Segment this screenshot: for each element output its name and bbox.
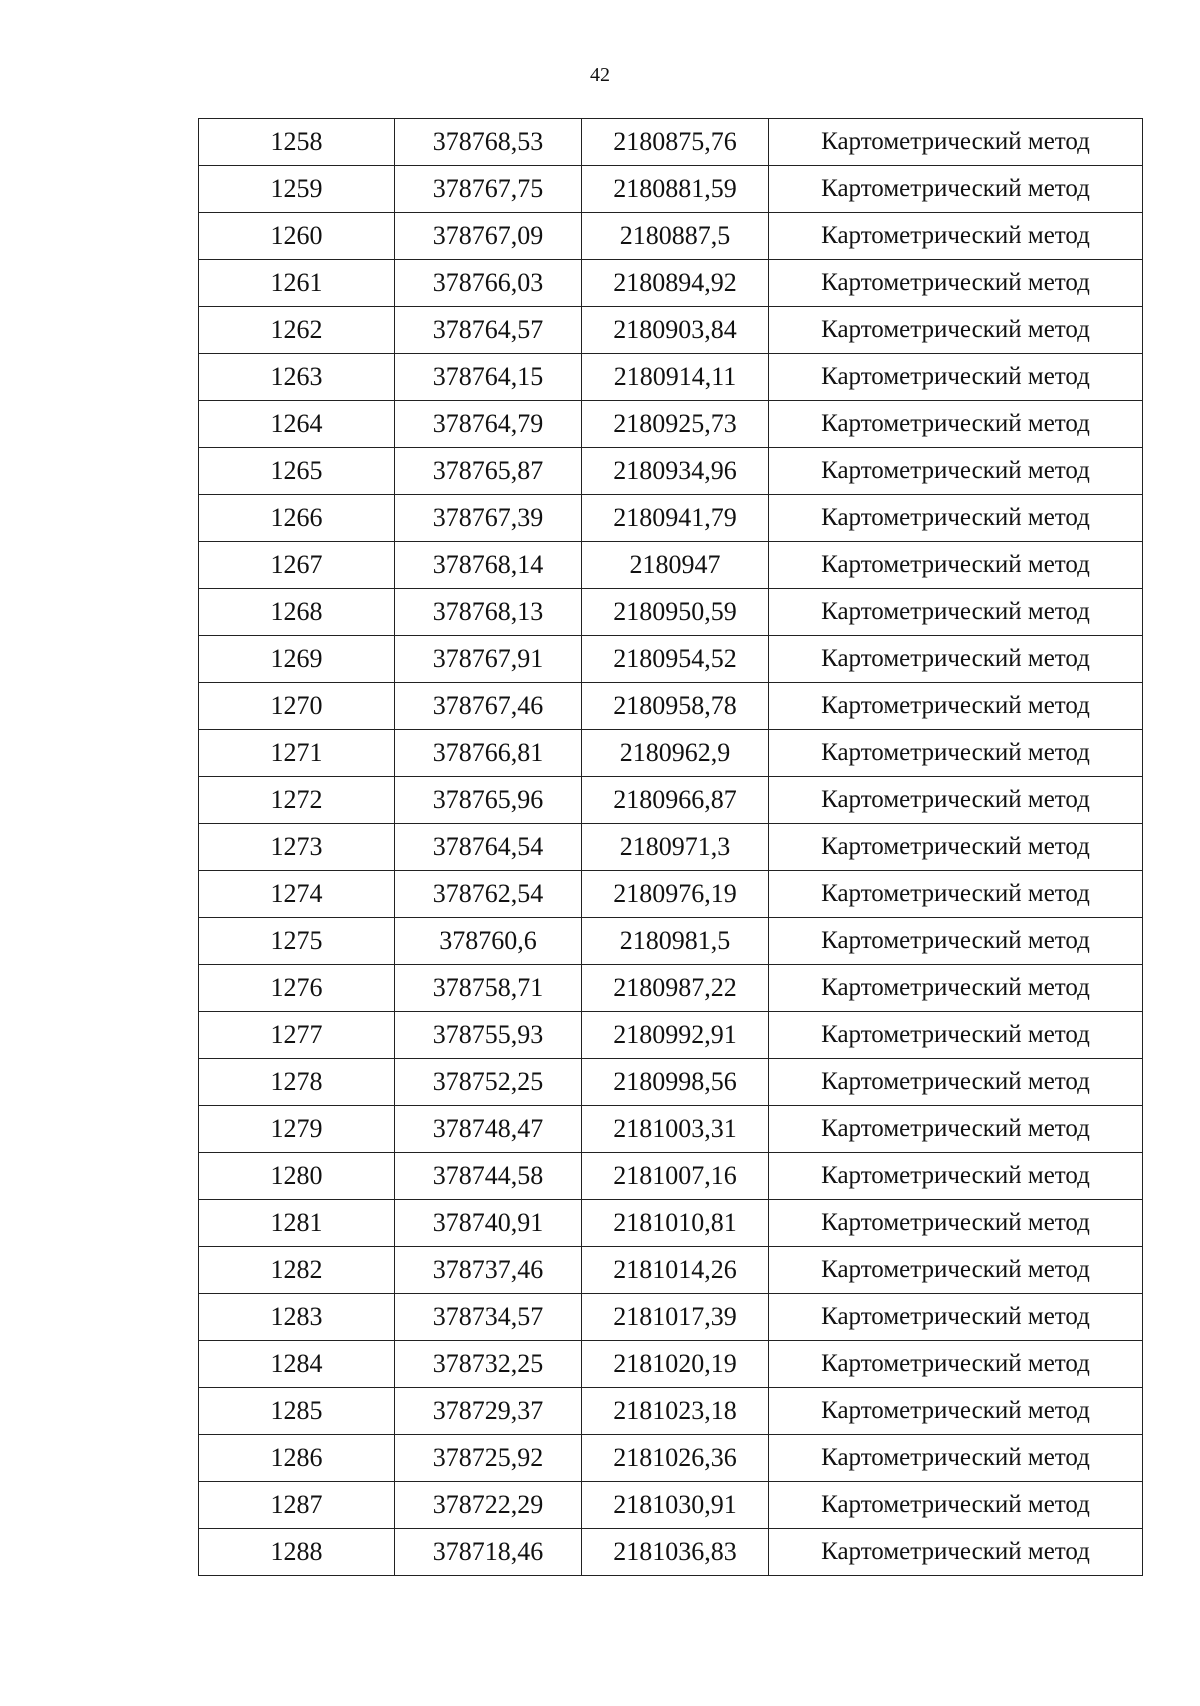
method-cell: Картометрический метод xyxy=(769,683,1143,730)
method-cell: Картометрический метод xyxy=(769,1106,1143,1153)
y-coordinate-cell: 2181020,19 xyxy=(582,1341,769,1388)
method-cell: Картометрический метод xyxy=(769,1247,1143,1294)
y-coordinate-cell: 2180894,92 xyxy=(582,260,769,307)
coordinates-table-body xyxy=(199,119,1143,1576)
table-row xyxy=(199,636,1143,683)
point-number-cell: 1276 xyxy=(199,965,395,1012)
x-coordinate-cell: 378767,39 xyxy=(395,495,582,542)
x-coordinate-cell: 378729,37 xyxy=(395,1388,582,1435)
method-cell: Картометрический метод xyxy=(769,1529,1143,1576)
y-coordinate-cell: 2180941,79 xyxy=(582,495,769,542)
table-row xyxy=(199,1106,1143,1153)
point-number-cell: 1274 xyxy=(199,871,395,918)
method-cell: Картометрический метод xyxy=(769,354,1143,401)
x-coordinate-cell: 378766,81 xyxy=(395,730,582,777)
coordinates-table xyxy=(198,118,1143,1576)
point-number-cell: 1262 xyxy=(199,307,395,354)
point-number-cell: 1284 xyxy=(199,1341,395,1388)
method-cell: Картометрический метод xyxy=(769,1341,1143,1388)
point-number-cell: 1263 xyxy=(199,354,395,401)
y-coordinate-cell: 2180992,91 xyxy=(582,1012,769,1059)
method-cell: Картометрический метод xyxy=(769,730,1143,777)
x-coordinate-cell: 378752,25 xyxy=(395,1059,582,1106)
point-number-cell: 1264 xyxy=(199,401,395,448)
method-cell: Картометрический метод xyxy=(769,589,1143,636)
table-row xyxy=(199,260,1143,307)
table-row xyxy=(199,401,1143,448)
table-row xyxy=(199,1012,1143,1059)
point-number-cell: 1281 xyxy=(199,1200,395,1247)
y-coordinate-cell: 2180914,11 xyxy=(582,354,769,401)
x-coordinate-cell: 378748,47 xyxy=(395,1106,582,1153)
method-cell: Картометрический метод xyxy=(769,1153,1143,1200)
table-row xyxy=(199,1059,1143,1106)
method-cell: Картометрический метод xyxy=(769,401,1143,448)
point-number-cell: 1266 xyxy=(199,495,395,542)
method-cell: Картометрический метод xyxy=(769,495,1143,542)
x-coordinate-cell: 378767,91 xyxy=(395,636,582,683)
x-coordinate-cell: 378755,93 xyxy=(395,1012,582,1059)
table-row xyxy=(199,1435,1143,1482)
point-number-cell: 1271 xyxy=(199,730,395,777)
table-row xyxy=(199,542,1143,589)
method-cell: Картометрический метод xyxy=(769,1012,1143,1059)
table-row xyxy=(199,918,1143,965)
x-coordinate-cell: 378768,14 xyxy=(395,542,582,589)
x-coordinate-cell: 378767,09 xyxy=(395,213,582,260)
point-number-cell: 1285 xyxy=(199,1388,395,1435)
table-row xyxy=(199,495,1143,542)
point-number-cell: 1275 xyxy=(199,918,395,965)
y-coordinate-cell: 2180981,5 xyxy=(582,918,769,965)
table-row xyxy=(199,871,1143,918)
x-coordinate-cell: 378765,96 xyxy=(395,777,582,824)
point-number-cell: 1282 xyxy=(199,1247,395,1294)
method-cell: Картометрический метод xyxy=(769,307,1143,354)
point-number-cell: 1258 xyxy=(199,119,395,166)
x-coordinate-cell: 378765,87 xyxy=(395,448,582,495)
x-coordinate-cell: 378737,46 xyxy=(395,1247,582,1294)
table-row xyxy=(199,683,1143,730)
method-cell: Картометрический метод xyxy=(769,1059,1143,1106)
point-number-cell: 1265 xyxy=(199,448,395,495)
method-cell: Картометрический метод xyxy=(769,1200,1143,1247)
y-coordinate-cell: 2180962,9 xyxy=(582,730,769,777)
page-number: 42 xyxy=(590,64,610,86)
x-coordinate-cell: 378764,15 xyxy=(395,354,582,401)
y-coordinate-cell: 2181017,39 xyxy=(582,1294,769,1341)
y-coordinate-cell: 2180934,96 xyxy=(582,448,769,495)
y-coordinate-cell: 2180903,84 xyxy=(582,307,769,354)
y-coordinate-cell: 2181014,26 xyxy=(582,1247,769,1294)
point-number-cell: 1267 xyxy=(199,542,395,589)
table-row xyxy=(199,307,1143,354)
point-number-cell: 1283 xyxy=(199,1294,395,1341)
table-row xyxy=(199,1529,1143,1576)
point-number-cell: 1261 xyxy=(199,260,395,307)
y-coordinate-cell: 2180998,56 xyxy=(582,1059,769,1106)
method-cell: Картометрический метод xyxy=(769,918,1143,965)
table-row xyxy=(199,1482,1143,1529)
y-coordinate-cell: 2180925,73 xyxy=(582,401,769,448)
y-coordinate-cell: 2180971,3 xyxy=(582,824,769,871)
y-coordinate-cell: 2181036,83 xyxy=(582,1529,769,1576)
x-coordinate-cell: 378740,91 xyxy=(395,1200,582,1247)
table-row xyxy=(199,354,1143,401)
y-coordinate-cell: 2180976,19 xyxy=(582,871,769,918)
method-cell: Картометрический метод xyxy=(769,213,1143,260)
y-coordinate-cell: 2180987,22 xyxy=(582,965,769,1012)
method-cell: Картометрический метод xyxy=(769,260,1143,307)
x-coordinate-cell: 378722,29 xyxy=(395,1482,582,1529)
table-row xyxy=(199,1153,1143,1200)
table-row xyxy=(199,965,1143,1012)
point-number-cell: 1272 xyxy=(199,777,395,824)
method-cell: Картометрический метод xyxy=(769,1482,1143,1529)
method-cell: Картометрический метод xyxy=(769,965,1143,1012)
x-coordinate-cell: 378764,57 xyxy=(395,307,582,354)
y-coordinate-cell: 2181010,81 xyxy=(582,1200,769,1247)
table-row xyxy=(199,1341,1143,1388)
method-cell: Картометрический метод xyxy=(769,777,1143,824)
y-coordinate-cell: 2181003,31 xyxy=(582,1106,769,1153)
y-coordinate-cell: 2180954,52 xyxy=(582,636,769,683)
y-coordinate-cell: 2181007,16 xyxy=(582,1153,769,1200)
method-cell: Картометрический метод xyxy=(769,1388,1143,1435)
method-cell: Картометрический метод xyxy=(769,824,1143,871)
table-row xyxy=(199,448,1143,495)
y-coordinate-cell: 2181026,36 xyxy=(582,1435,769,1482)
point-number-cell: 1260 xyxy=(199,213,395,260)
x-coordinate-cell: 378734,57 xyxy=(395,1294,582,1341)
x-coordinate-cell: 378732,25 xyxy=(395,1341,582,1388)
x-coordinate-cell: 378768,13 xyxy=(395,589,582,636)
table-row xyxy=(199,1294,1143,1341)
point-number-cell: 1268 xyxy=(199,589,395,636)
table-row xyxy=(199,730,1143,777)
table-row xyxy=(199,1388,1143,1435)
x-coordinate-cell: 378725,92 xyxy=(395,1435,582,1482)
point-number-cell: 1259 xyxy=(199,166,395,213)
table-row xyxy=(199,589,1143,636)
method-cell: Картометрический метод xyxy=(769,636,1143,683)
x-coordinate-cell: 378767,75 xyxy=(395,166,582,213)
table-row xyxy=(199,166,1143,213)
point-number-cell: 1270 xyxy=(199,683,395,730)
point-number-cell: 1279 xyxy=(199,1106,395,1153)
method-cell: Картометрический метод xyxy=(769,448,1143,495)
method-cell: Картометрический метод xyxy=(769,166,1143,213)
table-row xyxy=(199,1247,1143,1294)
point-number-cell: 1288 xyxy=(199,1529,395,1576)
x-coordinate-cell: 378758,71 xyxy=(395,965,582,1012)
y-coordinate-cell: 2180875,76 xyxy=(582,119,769,166)
x-coordinate-cell: 378768,53 xyxy=(395,119,582,166)
x-coordinate-cell: 378764,54 xyxy=(395,824,582,871)
x-coordinate-cell: 378767,46 xyxy=(395,683,582,730)
x-coordinate-cell: 378744,58 xyxy=(395,1153,582,1200)
point-number-cell: 1277 xyxy=(199,1012,395,1059)
x-coordinate-cell: 378764,79 xyxy=(395,401,582,448)
point-number-cell: 1286 xyxy=(199,1435,395,1482)
method-cell: Картометрический метод xyxy=(769,119,1143,166)
table-row xyxy=(199,213,1143,260)
point-number-cell: 1278 xyxy=(199,1059,395,1106)
method-cell: Картометрический метод xyxy=(769,1294,1143,1341)
y-coordinate-cell: 2181030,91 xyxy=(582,1482,769,1529)
y-coordinate-cell: 2180950,59 xyxy=(582,589,769,636)
table-row xyxy=(199,1200,1143,1247)
x-coordinate-cell: 378766,03 xyxy=(395,260,582,307)
table-row xyxy=(199,824,1143,871)
x-coordinate-cell: 378760,6 xyxy=(395,918,582,965)
table-row xyxy=(199,119,1143,166)
point-number-cell: 1287 xyxy=(199,1482,395,1529)
point-number-cell: 1273 xyxy=(199,824,395,871)
table-row xyxy=(199,777,1143,824)
y-coordinate-cell: 2180947 xyxy=(582,542,769,589)
y-coordinate-cell: 2180887,5 xyxy=(582,213,769,260)
y-coordinate-cell: 2180881,59 xyxy=(582,166,769,213)
x-coordinate-cell: 378718,46 xyxy=(395,1529,582,1576)
y-coordinate-cell: 2181023,18 xyxy=(582,1388,769,1435)
method-cell: Картометрический метод xyxy=(769,542,1143,589)
y-coordinate-cell: 2180958,78 xyxy=(582,683,769,730)
point-number-cell: 1280 xyxy=(199,1153,395,1200)
method-cell: Картометрический метод xyxy=(769,1435,1143,1482)
x-coordinate-cell: 378762,54 xyxy=(395,871,582,918)
point-number-cell: 1269 xyxy=(199,636,395,683)
method-cell: Картометрический метод xyxy=(769,871,1143,918)
y-coordinate-cell: 2180966,87 xyxy=(582,777,769,824)
